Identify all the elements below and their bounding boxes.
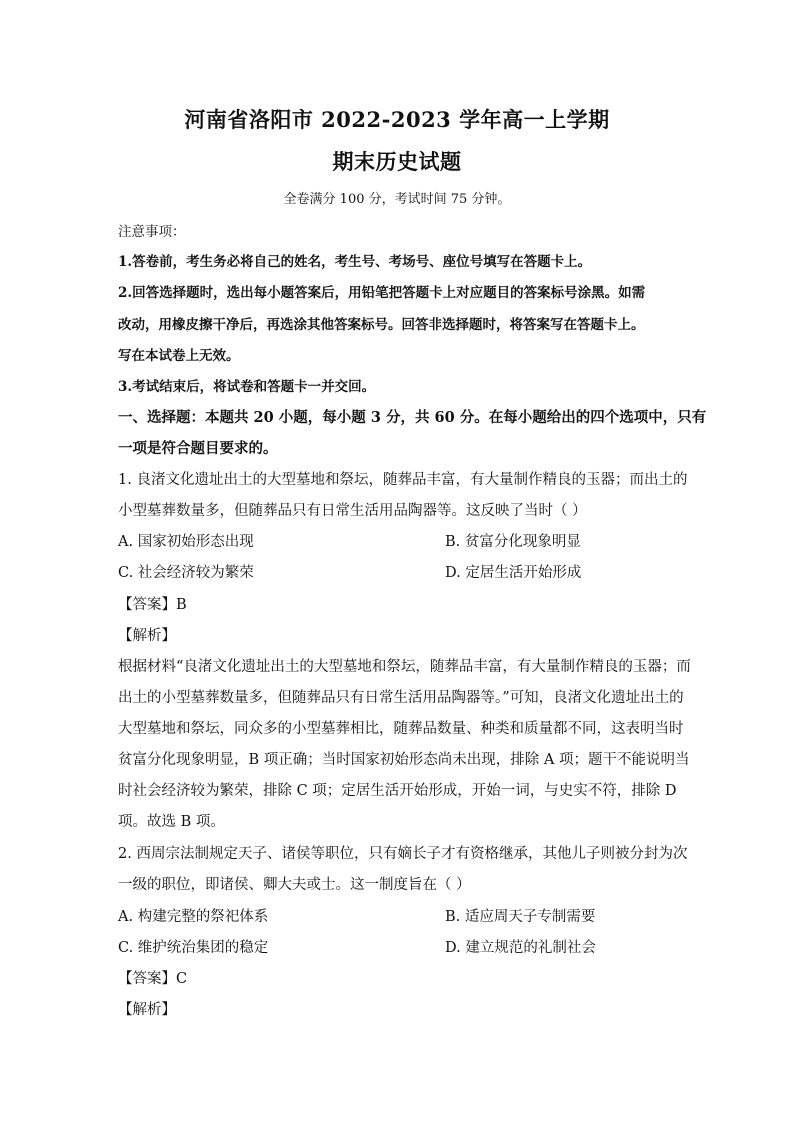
q1-analysis-line: 贫富分化现象明显，B 项正确；当时国家初始形态尚未出现，排除 A 项；题干不能说明当 (118, 752, 690, 768)
q1-analysis-line: 出土的小型墓葬数量多，但随葬品只有日常生活用品陶器等。”可知，良渚文化遗址出土的 (118, 690, 684, 706)
q2-option-a: A. 构建完整的祭祀体系 (118, 909, 269, 925)
q1-analysis-line: 项。故选 B 项。 (118, 814, 225, 830)
q2-analysis-label: 【解析】 (118, 1002, 176, 1018)
q1-analysis-line: 根据材料“良渚文化遗址出土的大型墓地和祭坛，随葬品丰富，有大量制作精良的玉器；而 (118, 659, 691, 675)
q1-analysis-line: 大型墓地和祭坛，同众多的小型墓葬相比，随葬品数量、种类和质量都不同，这表明当时 (118, 721, 684, 737)
q2-option-d: D. 建立规范的礼制社会 (445, 940, 596, 956)
q1-stem-line-2: 小型墓葬数量多，但随葬品只有日常生活用品陶器等。这反映了当时（ ） (118, 503, 587, 519)
page-subtitle: 期末历史试题 (332, 149, 462, 174)
q1-analysis-label: 【解析】 (118, 628, 176, 644)
q1-option-c: C. 社会经济较为繁荣 (118, 565, 254, 581)
q1-stem-line-1: 1. 良渚文化遗址出土的大型墓地和祭坛，随葬品丰富，有大量制作精良的玉器；而出土的 (118, 472, 688, 488)
section-heading-line-1: 一、选择题：本题共 20 小题，每小题 3 分，共 60 分。在每小题给出的四个选项中，只有 (118, 409, 707, 426)
page-title: 河南省洛阳市 2022-2023 学年高一上学期 (184, 107, 610, 132)
note-2-line-1: 2.回答选择题时，选出每小题答案后，用铅笔把答题卡上对应题目的答案标号涂黑。如需 (118, 285, 646, 301)
exam-info: 全卷满分 100 分，考试时间 75 分钟。 (283, 192, 511, 207)
q2-answer: 【答案】C (118, 971, 188, 987)
q2-stem-line-1: 2. 西周宗法制规定天子、诸侯等职位，只有嫡长子才有资格继承，其他儿子则被分封为次 (118, 846, 688, 862)
q1-answer: 【答案】B (118, 597, 187, 613)
section-heading-line-2: 一项是符合题目要求的。 (118, 440, 278, 457)
q1-option-b: B. 贫富分化现象明显 (445, 534, 581, 550)
note-1: 1.答卷前，考生务必将自己的姓名，考生号、考场号、座位号填写在答题卡上。 (118, 254, 592, 270)
q1-option-d: D. 定居生活开始形成 (445, 565, 582, 581)
note-2-line-3: 写在本试卷上无效。 (118, 348, 240, 364)
q2-stem-line-2: 一级的职位，即诸侯、卿大夫或士。这一制度旨在（ ） (118, 877, 471, 893)
q1-analysis-line: 时社会经济较为繁荣，排除 C 项；定居生活开始形成，开始一词，与史实不符，排除 D (118, 783, 677, 799)
q1-option-a: A. 国家初始形态出现 (118, 534, 254, 550)
note-2-line-2: 改动，用橡皮擦干净后，再选涂其他答案标号。回答非选择题时，将答案写在答题卡上。 (118, 317, 645, 333)
note-3: 3.考试结束后，将试卷和答题卡一并交回。 (118, 379, 376, 395)
q2-option-c: C. 维护统治集团的稳定 (118, 940, 269, 956)
q2-option-b: B. 适应周天子专制需要 (445, 909, 596, 925)
notes-heading: 注意事项： (118, 224, 186, 240)
